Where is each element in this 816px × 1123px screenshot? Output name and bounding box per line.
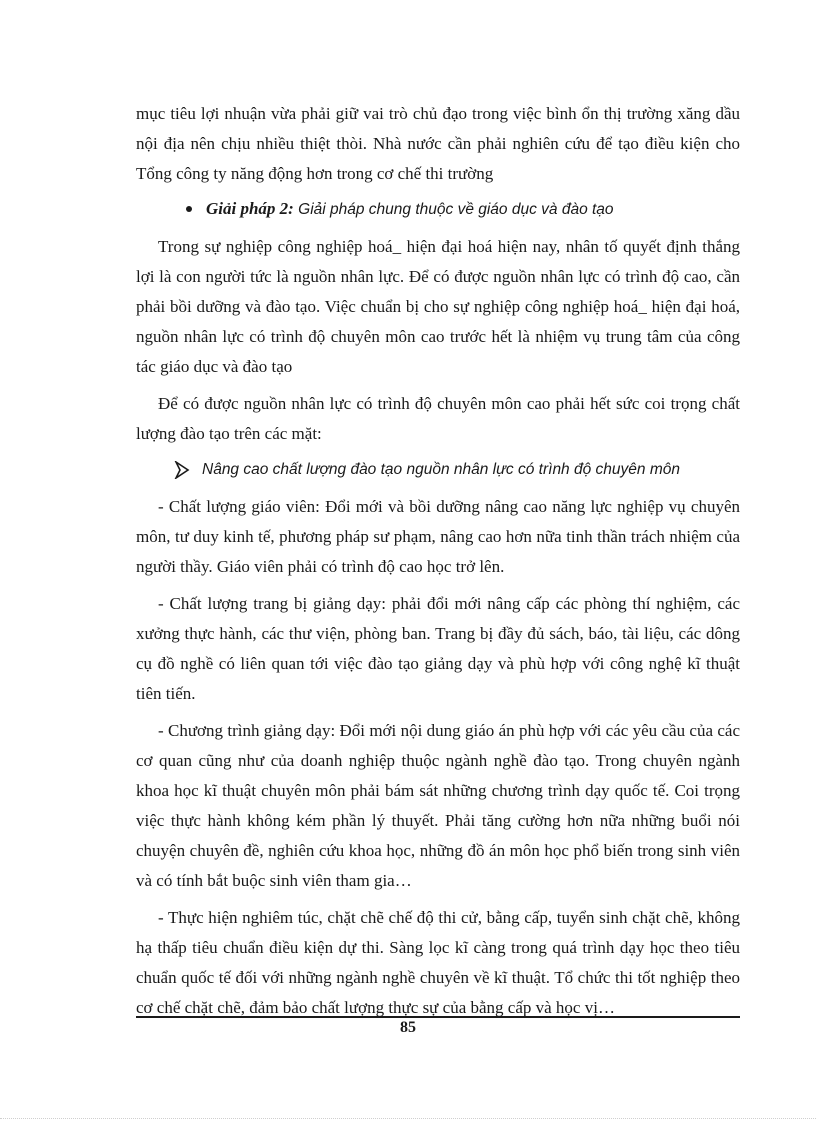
arrow-item-improve-training <box>136 455 740 485</box>
page-number: 85 <box>400 1019 416 1036</box>
arrow-right-icon <box>174 461 190 479</box>
page-edge-dotted-line <box>0 1118 816 1119</box>
paragraph-continuation: mục tiêu lợi nhuận vừa phải giữ vai trò chủ đạo trong việc bình ổn thị trường xăng dầu nội địa nên chịu nhiều thiệt thòi. Nhà nước cần phải nghiên cứu để tạo điều kiện cho Tổng công ty năng động hơn trong cơ chế thi trường <box>136 104 740 183</box>
footer-rule <box>136 1016 740 1018</box>
bullet-lead-text: Giải pháp 2: <box>206 199 294 218</box>
arrow-item-text: Nâng cao chất lượng đào tạo nguồn nhân lực có trình độ chuyên môn <box>202 461 680 478</box>
paragraph-teacher-quality: - Chất lượng giáo viên: Đổi mới và bồi dưỡng nâng cao năng lực nghiệp vụ chuyên môn, tư duy kinh tế, phương pháp sư phạm, nâng cao hơn nữa tinh thần trách nhiệm của người thầy. Giáo viên phải có trình độ cao học trở lên. <box>136 497 740 576</box>
bullet-rest-text: Giải pháp chung thuộc về giáo dục và đào tạo <box>293 201 614 218</box>
paragraph-industrialization: Trong sự nghiệp công nghiệp hoá_ hiện đại hoá hiện nay, nhân tố quyết định thắng lợi là con người tức là nguồn nhân lực. Để có được nguồn nhân lực có trình độ cao, cần phải bồi dưỡng và đào tạo. Việc chuẩn bị cho sự nghiệp công nghiệp hoá_ hiện đại hoá, nguồn nhân lực có trình độ chuyên môn cao trước hết là nhiệm vụ trung tâm của công tác giáo dục và đào tạo <box>136 237 740 376</box>
page-body <box>136 99 740 1023</box>
paragraph-teaching-equipment: - Chất lượng trang bị giảng dạy: phải đổi mới nâng cấp các phòng thí nghiệm, các xưởng thực hành, các thư viện, phòng ban. Trang bị đầy đủ sách, báo, tài liệu, các dông cụ đồ nghề có liên quan tới việc đào tạo giảng dạy và phù hợp với công nghệ kĩ thuật tiên tiến. <box>136 594 740 703</box>
paragraph-curriculum: - Chương trình giảng dạy: Đổi mới nội dung giáo án phù hợp với các yêu cầu của các cơ quan cũng như của doanh nghiệp thuộc ngành nghề đào tạo. Trong chuyên ngành khoa học kĩ thuật chuyên môn phải bám sát những chương trình dạy quốc tế. Coi trọng việc thực hành không kém phần lý thuyết. Phải tăng cường hơn nữa những buổi nói chuyện chuyên đề, nghiên cứu khoa học, những đồ án môn học phổ biến trong sinh viên và có tính bắt buộc sinh viên tham gia… <box>136 721 740 890</box>
paragraph-examinations: - Thực hiện nghiêm túc, chặt chẽ chế độ thi cử, bằng cấp, tuyển sinh chặt chẽ, không hạ thấp tiêu chuẩn điều kiện dự thi. Sàng lọc kĩ càng trong quá trình dạy học theo tiêu chuẩn quốc tế đối với những ngành nghề chuyên về kĩ thuật. Tổ chức thi tốt nghiệp theo cơ chế chặt chẽ, đảm bảo chất lượng thực sự của bằng cấp và học vị… <box>136 908 740 1017</box>
bullet-item-solution-2 <box>136 194 740 225</box>
bullet-dot-icon <box>186 206 192 212</box>
paragraph-training-quality: Để có được nguồn nhân lực có trình độ chuyên môn cao phải hết sức coi trọng chất lượng đào tạo trên các mặt: <box>136 394 740 443</box>
